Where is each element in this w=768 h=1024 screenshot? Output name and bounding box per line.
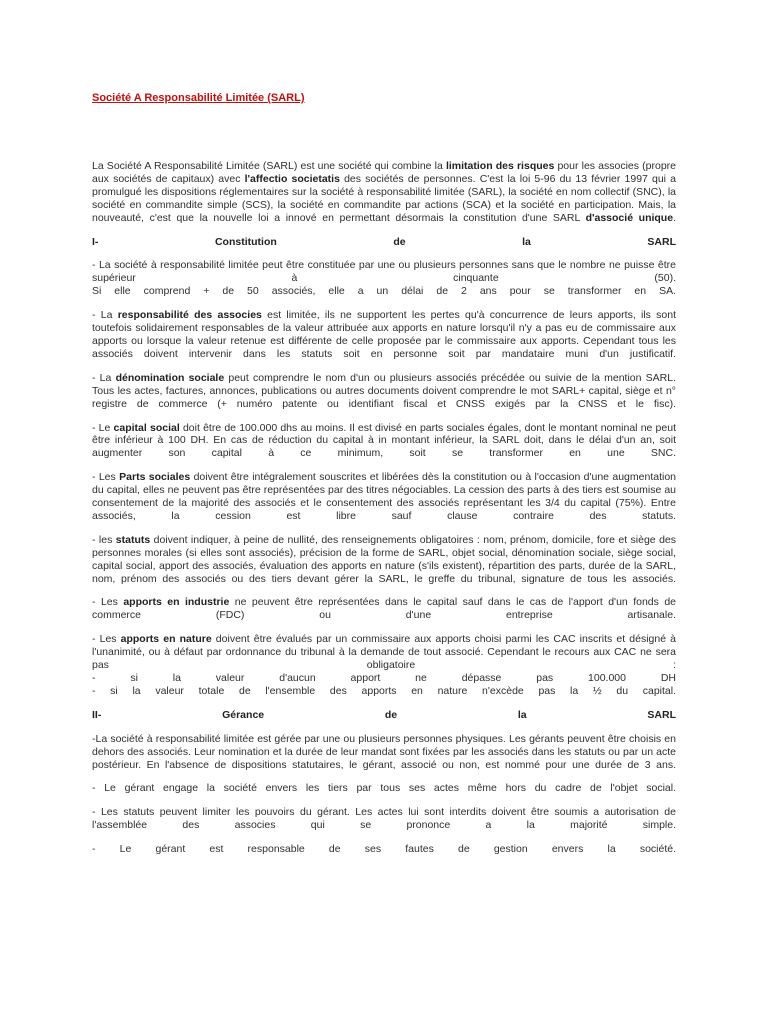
paragraph-line: - La société à responsabilité limitée peut être constituée par une ou plusieurs personnes sans que le nombre ne puisse être supérieur à cinquante (50). (92, 259, 676, 285)
section-number: I- (92, 235, 99, 248)
text-run: doivent être intégralement souscrites et libérées dès la constitution ou à l'occasion d'une augmentation du capital, elles ne peuvent pas être représentées par des titres négociables. La cession des parts à des tiers est soumise au consentement de la majorité des associés et le consentement des associés représentant les 3/4 du capital (75%). Entre associés, la cession est libre sauf clause contraire des statuts. (92, 471, 677, 522)
section-word: la (522, 235, 531, 248)
paragraph-associes (92, 259, 676, 298)
intro-bold-2: l'affectio societatis (244, 172, 340, 185)
bold-term: Parts sociales (119, 471, 191, 484)
intro-text-1: La Société A Responsabilité Limitée (SARL) est une société qui combine la (92, 160, 446, 172)
paragraph-capital (92, 422, 676, 461)
intro-paragraph (92, 160, 676, 225)
section-word: la (517, 708, 527, 721)
text-run: - La (92, 371, 116, 384)
intro-text-2: pour les associes (propre aux sociétés de capitaux) avec (92, 160, 676, 185)
paragraph-nature (92, 633, 676, 698)
paragraph-responsabilite (92, 309, 676, 361)
intro-bold-1: limitation des risques (445, 160, 555, 172)
section-word: Constitution (214, 235, 277, 248)
section-number: II- (92, 708, 102, 721)
paragraph-line: Si elle comprend + de 50 associés, elle a un délai de 2 ans pour se transformer en SA. (92, 285, 676, 298)
paragraph-parts (92, 471, 676, 523)
section-word: Gérance (222, 708, 265, 721)
document-title: Société A Responsabilité Limitée (SARL) (92, 92, 305, 104)
text-run: doit être de 100.000 dhs au moins. Il est divisé en parts sociales égales, dont le montant nominal ne peut être inférieur à 100 DH. En cas de réduction du capital à in montant inférieur, la SARL doit, dans le délai d'un an, soit augmenter son capital à ce minimum, soit se transformer en une SNC. (92, 421, 676, 460)
section-word: de (393, 235, 406, 248)
paragraph-gerance: -La société à responsabilité limitée est gérée par une ou plusieurs personnes physiques. Les gérants peuvent être choisis en dehors des associés. Leur nomination et la durée de leur mandat sont fixées par les associés dans les statuts ou par un acte postérieur. En l'absence de dispositions statutaires, le gérant, associé ou non, est nommé pour une durée de 3 ans. (92, 732, 676, 771)
text-run: - Les (92, 596, 124, 609)
text-run: - Le (92, 421, 114, 434)
section-word: de (384, 708, 398, 721)
text-run: doivent être évalués par un commissaire aux apports choisi parmi les CAC inscrits et désigné à l'unanimité, ou à défaut par ordonnance du tribunal à la demande de tout associé. Cependant le recours aux CAC ne sera pas obligatoire : (92, 633, 676, 672)
paragraph-statuts (92, 534, 676, 586)
text-run: - Les (92, 471, 120, 484)
bold-term: responsabilité des associes (117, 309, 262, 322)
bold-term: statuts (115, 533, 151, 546)
text-run: peut comprendre le nom d'un ou plusieurs associés précédée ou suivie de la mention SARL. Tous les actes, factures, annonces, publications ou autres documents doivent comprendre le mot SARL+ capital, siège et n° registre de commerce (+ numéro patente ou identifiant fiscal et CNSS exigés par la CNSS et le fisc). (92, 371, 676, 410)
text-run: - les (92, 533, 116, 546)
text-run: doivent indiquer, à peine de nullité, des renseignements obligatoires : nom, prénom, domicile, fore et siège des personnes morales (si elles sont associés), précision de la forme de SARL, objet social, dénomination sociale, siège social, capital social, apport des associés, évaluation des apports en nature (s'ils existent), répartition des parts, durée de la SARL, nom, prénom des associés ou des tiers devant gérer la SARL, le greffe du tribunal, signature de tous les associés. (92, 533, 676, 585)
paragraph-line: - si la valeur totale de l'ensemble des apports en nature n'excède pas la ½ du capital. (92, 684, 676, 697)
paragraph-fautes: - Le gérant est responsable de ses fautes de gestion envers la société. (92, 843, 676, 856)
bold-term: apports en industrie (123, 596, 230, 609)
section-heading-constitution (92, 236, 676, 249)
intro-text-3: des sociétés de personnes. C'est la loi 5-96 du 13 février 1997 qui a promulgué les dispositions réglementaires sur la société à responsabilité limitée (SARL), la société en nom collectif (SNC), la société en commandite simple (SCS), la société en commandite par actions (SCA) et la société en participation. Mais, la nouveauté, c'est que la nouvelle loi a innové en permettant désormais la constitution d'une SARL (92, 172, 676, 224)
bold-term: capital social (113, 421, 180, 434)
section-word: SARL (647, 708, 676, 721)
paragraph-engage: - Le gérant engage la société envers les tiers par tous ses actes même hors du cadre de l'objet social. (92, 782, 676, 795)
text-run: est limitée, ils ne supportent les pertes qu'à concurrence de leurs apports, ils sont toutefois solidairement responsables de la valeur attribuée aux apports en nature lorsqu'il n'y a pas eu de commissaire aux apports ou lorsque la valeur retenue est différente de celle proposée par le commissaire aux apports. Cependant tous les associés doivent intervenir dans les statuts soit en personne soit par mandataire muni d'un justificatif. (92, 309, 677, 360)
text-run: - Les (92, 633, 121, 646)
text-run: - La (92, 309, 118, 322)
paragraph-limiter: - Les statuts peuvent limiter les pouvoirs du gérant. Les actes lui sont interdits doivent être soumis a autorisation de l'assemblée des associes qui se prononce a la majorité simple. (92, 806, 676, 832)
section-word: SARL (647, 235, 676, 248)
bold-term: dénomination sociale (115, 371, 225, 384)
intro-text-4: . (673, 211, 676, 224)
intro-bold-3: d'associé unique (585, 211, 674, 224)
paragraph-denomination (92, 372, 676, 411)
paragraph-industrie (92, 596, 676, 622)
paragraph-line: - si la valeur d'aucun apport ne dépasse pas 100.000 DH (92, 672, 676, 684)
text-run: ne peuvent être représentées dans le capital sauf dans le cas de l'apport d'un fonds de commerce (FDC) ou d'une entreprise artisanale. (92, 596, 677, 622)
section-heading-gerance (92, 709, 676, 722)
bold-term: apports en nature (120, 633, 212, 646)
